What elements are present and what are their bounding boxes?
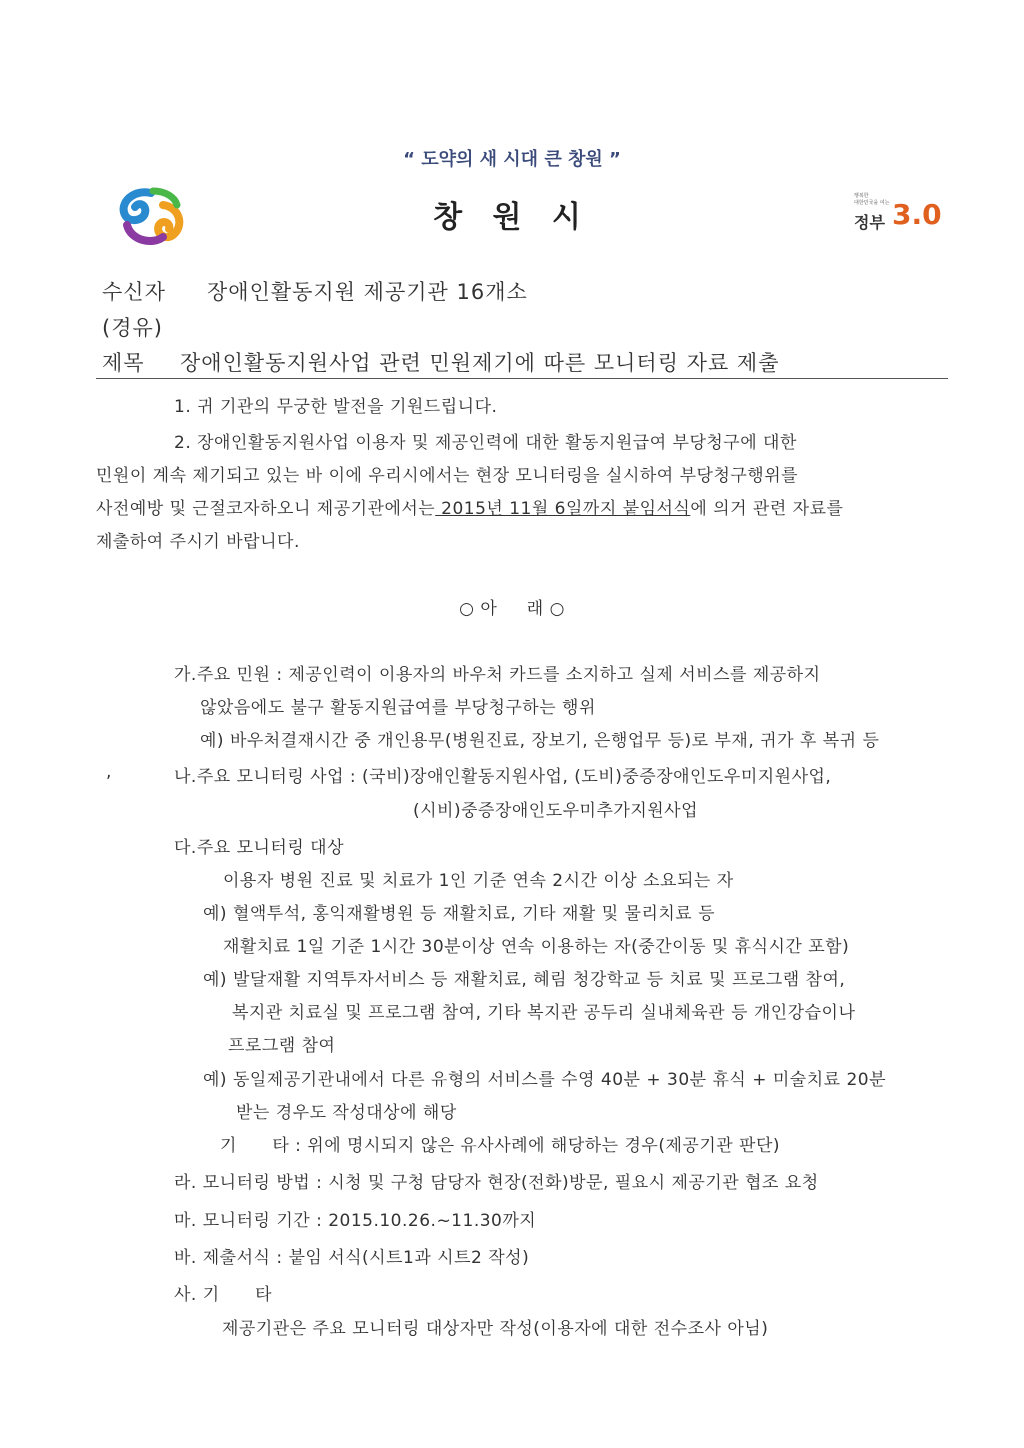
org-name: 창 원 시	[433, 200, 591, 235]
deadline-post: 에 의거 관련 자료를	[690, 499, 844, 519]
logo-small-text-2: 대한민국을 여는	[854, 200, 890, 206]
item-ra: 라. 모니터링 방법 : 시청 및 구청 담당자 현장(전화)방문, 필요시 제공기관 협조 요청	[174, 1173, 819, 1193]
item-na-line-2: (시비)중증장애인도우미추가지원사업	[413, 801, 699, 821]
logo-number: 3.0	[892, 198, 942, 231]
paragraph-2-line-3	[96, 494, 843, 519]
paragraph-2-line-2: 민원이 계속 제기되고 있는 바 이에 우리시에서는 현장 모니터링을 실시하여 부당청구행위를	[96, 466, 799, 486]
item-da-example-2-line-3: 프로그램 참여	[228, 1036, 336, 1056]
item-da-target-2: 재활치료 1일 기준 1시간 30분이상 연속 이용하는 자(중간이동 및 휴식시간 포함)	[223, 937, 850, 957]
item-da-example-3: 예) 동일제공기관내에서 다른 유형의 서비스를 수영 40분 + 30분 휴식 + 미술치료 20분	[203, 1070, 887, 1090]
item-da-example-2: 예) 발달재활 지역투자서비스 등 재활치료, 혜림 청강학교 등 치료 및 프로그램 참여,	[203, 970, 846, 990]
notice-heading: ○ 아 래 ○	[459, 599, 565, 619]
deadline-pre: 사전예방 및 근절코자하오니 제공기관에서는	[96, 499, 436, 519]
stray-mark: ,	[106, 762, 112, 782]
government-3-0-logo	[852, 192, 942, 238]
item-sa: 사. 기 타	[174, 1285, 272, 1305]
slogan: “ 도약의 새 시대 큰 창원 ”	[403, 149, 621, 170]
item-ma: 마. 모니터링 기간 : 2015.10.26.~11.30까지	[174, 1211, 537, 1231]
recipient-label: 수신자	[102, 280, 166, 304]
logo-small-text-1: 행복한	[854, 193, 869, 199]
item-da-example-2-line-2: 복지관 치료실 및 프로그램 참여, 기타 복지관 공두리 실내체육관 등 개인강습이나	[232, 1003, 856, 1023]
via-label: (경유)	[102, 316, 163, 340]
paragraph-2-line-4: 제출하여 주시기 바랍니다.	[96, 532, 300, 552]
item-ga: 가.주요 민원 : 제공인력이 이용자의 바우처 카드를 소지하고 실제 서비스를 제공하지	[174, 665, 821, 685]
item-da-target-1: 이용자 병원 진료 및 치료가 1인 기준 연속 2시간 이상 소요되는 자	[223, 871, 734, 891]
item-da-example-3-line-2: 받는 경우도 작성대상에 해당	[236, 1103, 457, 1123]
item-da-other: 기 타 : 위에 명시되지 않은 유사사례에 해당하는 경우(제공기관 판단)	[220, 1136, 781, 1156]
paragraph-2-line-1: 2. 장애인활동지원사업 이용자 및 제공인력에 대한 활동지원급여 부당청구에 대한	[174, 433, 797, 453]
subject-label: 제목	[102, 351, 145, 375]
deadline-underlined: 2015년 11월 6일까지 붙임서식	[435, 499, 691, 519]
item-da: 다.주요 모니터링 대상	[174, 838, 345, 858]
paragraph-1: 1. 귀 기관의 무궁한 발전을 기원드립니다.	[174, 397, 498, 417]
item-ba: 바. 제출서식 : 붙임 서식(시트1과 시트2 작성)	[174, 1248, 530, 1268]
item-na: 나.주요 모니터링 사업 : (국비)장애인활동지원사업, (도비)중증장애인도우미지원사업,	[174, 767, 832, 787]
item-da-example-1: 예) 혈액투석, 홍익재활병원 등 재활치료, 기타 재활 및 물리치료 등	[203, 904, 716, 924]
subject-value: 장애인활동지원사업 관련 민원제기에 따른 모니터링 자료 제출	[180, 351, 780, 375]
logo-word: 정부	[854, 213, 885, 232]
item-ga-line-2: 않았음에도 불구 활동지원급여를 부당청구하는 행위	[200, 698, 596, 718]
recipient-value: 장애인활동지원 제공기관 16개소	[207, 280, 528, 304]
header-rule	[96, 378, 948, 379]
item-sa-detail: 제공기관은 주요 모니터링 대상자만 작성(이용자에 대한 전수조사 아님)	[222, 1319, 769, 1339]
item-ga-example: 예) 바우처결재시간 중 개인용무(병원진료, 장보기, 은행업무 등)로 부재, 귀가 후 복귀 등	[200, 731, 880, 751]
